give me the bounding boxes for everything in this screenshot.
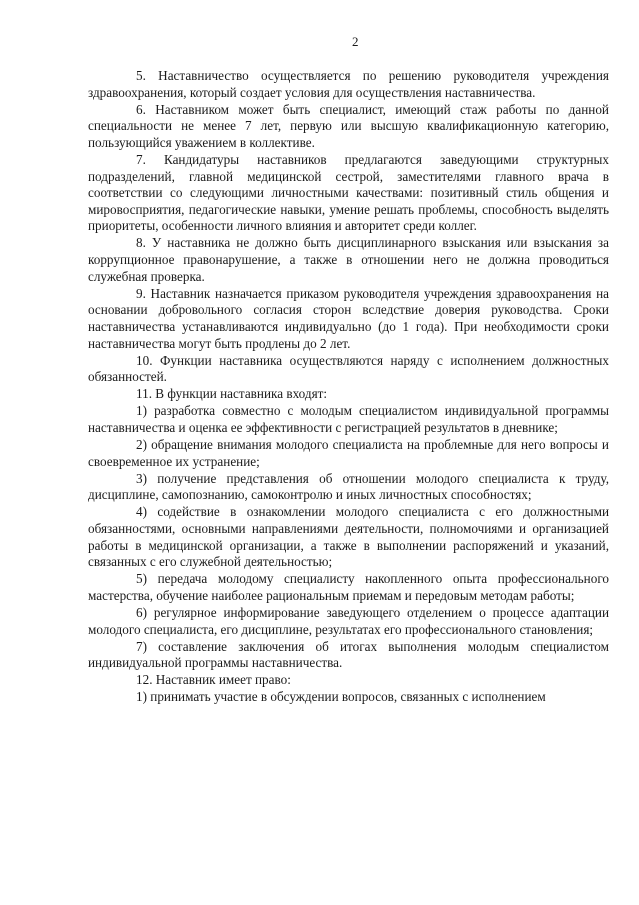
page-number: 2 (352, 34, 359, 49)
document-body (88, 68, 609, 706)
list-item-12-1: 1) принимать участие в обсуждении вопросов, связанных с исполнением (136, 689, 546, 705)
paragraph-5: 5. Наставничество осуществляется по решению руководителя учреждения здравоохранения, который создает условия для осуществления наставничества. (88, 68, 609, 100)
paragraph-12-heading: 12. Наставник имеет право: (136, 672, 291, 688)
list-item-11-7: 7) составление заключения об итогах выполнения молодым специалистом индивидуальной программы наставничества. (88, 638, 609, 671)
list-item-11-6: 6) регулярное информирование заведующего отделением о процессе адаптации молодого специалиста, его дисциплине, результатах его профессионального становления; (88, 605, 609, 637)
paragraph-6: 6. Наставником может быть специалист, имеющий стаж работы по данной специальности не менее 7 лет, первую или высшую квалификационную категорию, пользующийся уважением в коллективе. (88, 101, 609, 150)
list-item-11-3: 3) получение представления об отношении молодого специалиста к труду, дисциплине, самопознанию, самоконтролю и иных личностных способностях; (88, 470, 609, 503)
paragraph-8: 8. У наставника не должно быть дисциплинарного взыскания или взыскания за коррупционное правонарушение, а также в отношении него не должна проводиться служебная проверка. (88, 235, 609, 284)
list-item-11-1: 1) разработка совместно с молодым специалистом индивидуальной программы наставничества и оценка ее эффективности с регистрацией результатов в дневнике; (88, 403, 609, 435)
list-item-11-2: 2) обращение внимания молодого специалиста на проблемные для него вопросы и своевременное их устранение; (88, 437, 609, 469)
paragraph-11-heading: 11. В функции наставника входят: (136, 386, 328, 402)
paragraph-10: 10. Функции наставника осуществляются наряду с исполнением должностных обязанностей. (88, 352, 609, 385)
paragraph-7: 7. Кандидатуры наставников предлагаются заведующими структурных подразделений, главной медицинской сестрой, заместителями главного врача в соответствии со следующими личностными качествами: позитивный стиль общения и мировосприятия, педагогические навыки, умение решать проблемы, способность выделять приоритеты, особенности личного влияния и авторитет среди коллег. (88, 151, 609, 234)
paragraph-9: 9. Наставник назначается приказом руководителя учреждения здравоохранения на основании добровольного согласия сторон вследствие доверия руководства. Сроки наставничества устанавливаются индивидуально (до 1 года). При необходимости сроки наставничества могут быть продлены до 2 лет. (88, 285, 609, 351)
list-item-11-5: 5) передача молодому специалисту накопленного опыта профессионального мастерства, обучение наиболее рациональным приемам и передовым методам работы; (88, 571, 609, 603)
list-item-11-4: 4) содействие в ознакомлении молодого специалиста с его должностными обязанностями, основными направлениями деятельности, полномочиями и организацией работы в медицинской организации, а также в выполнении распоряжений и указаний, связанных с его служебной деятельностью; (88, 504, 609, 570)
